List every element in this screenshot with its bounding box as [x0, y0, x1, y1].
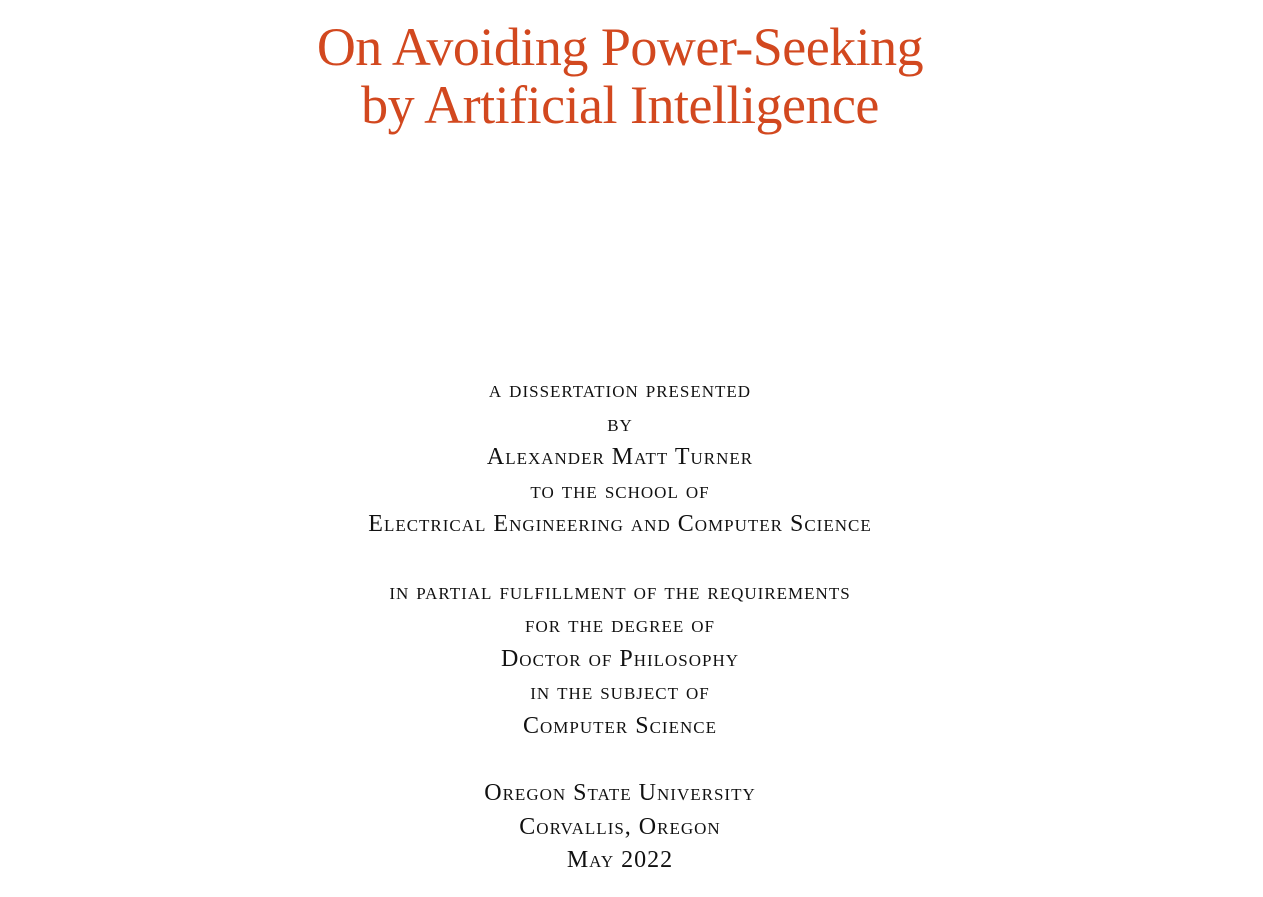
- title-page-details: [0, 374, 1240, 878]
- presented-text: a dissertation presented: [488, 377, 752, 403]
- section-spacer: [0, 743, 1240, 777]
- university-name: Oregon State University: [484, 780, 756, 806]
- date-text: May 2022: [566, 847, 674, 873]
- by-text: by: [607, 410, 633, 437]
- institution-section: [0, 777, 1240, 878]
- title-line-2: by Artificial Intelligence: [361, 75, 879, 135]
- location-text: Corvallis, Oregon: [519, 813, 721, 840]
- school-name: Electrical Engineering and Computer Science: [368, 511, 872, 537]
- degree-intro-text: for the degree of: [525, 612, 715, 638]
- dissertation-title: [0, 18, 1240, 134]
- degree-name: Doctor of Philosophy: [500, 645, 740, 672]
- fulfillment-text: in partial fulfillment of the requirements: [389, 578, 851, 605]
- subject-name: Computer Science: [523, 712, 717, 739]
- school-intro-text: to the school of: [530, 477, 710, 504]
- author-name: Alexander Matt Turner: [486, 444, 754, 470]
- fulfillment-section: [0, 576, 1240, 744]
- title-line-1: On Avoiding Power-Seeking: [316, 17, 924, 77]
- presentation-section: [0, 374, 1240, 542]
- subject-intro-text: in the subject of: [530, 679, 710, 705]
- section-spacer: [0, 542, 1240, 576]
